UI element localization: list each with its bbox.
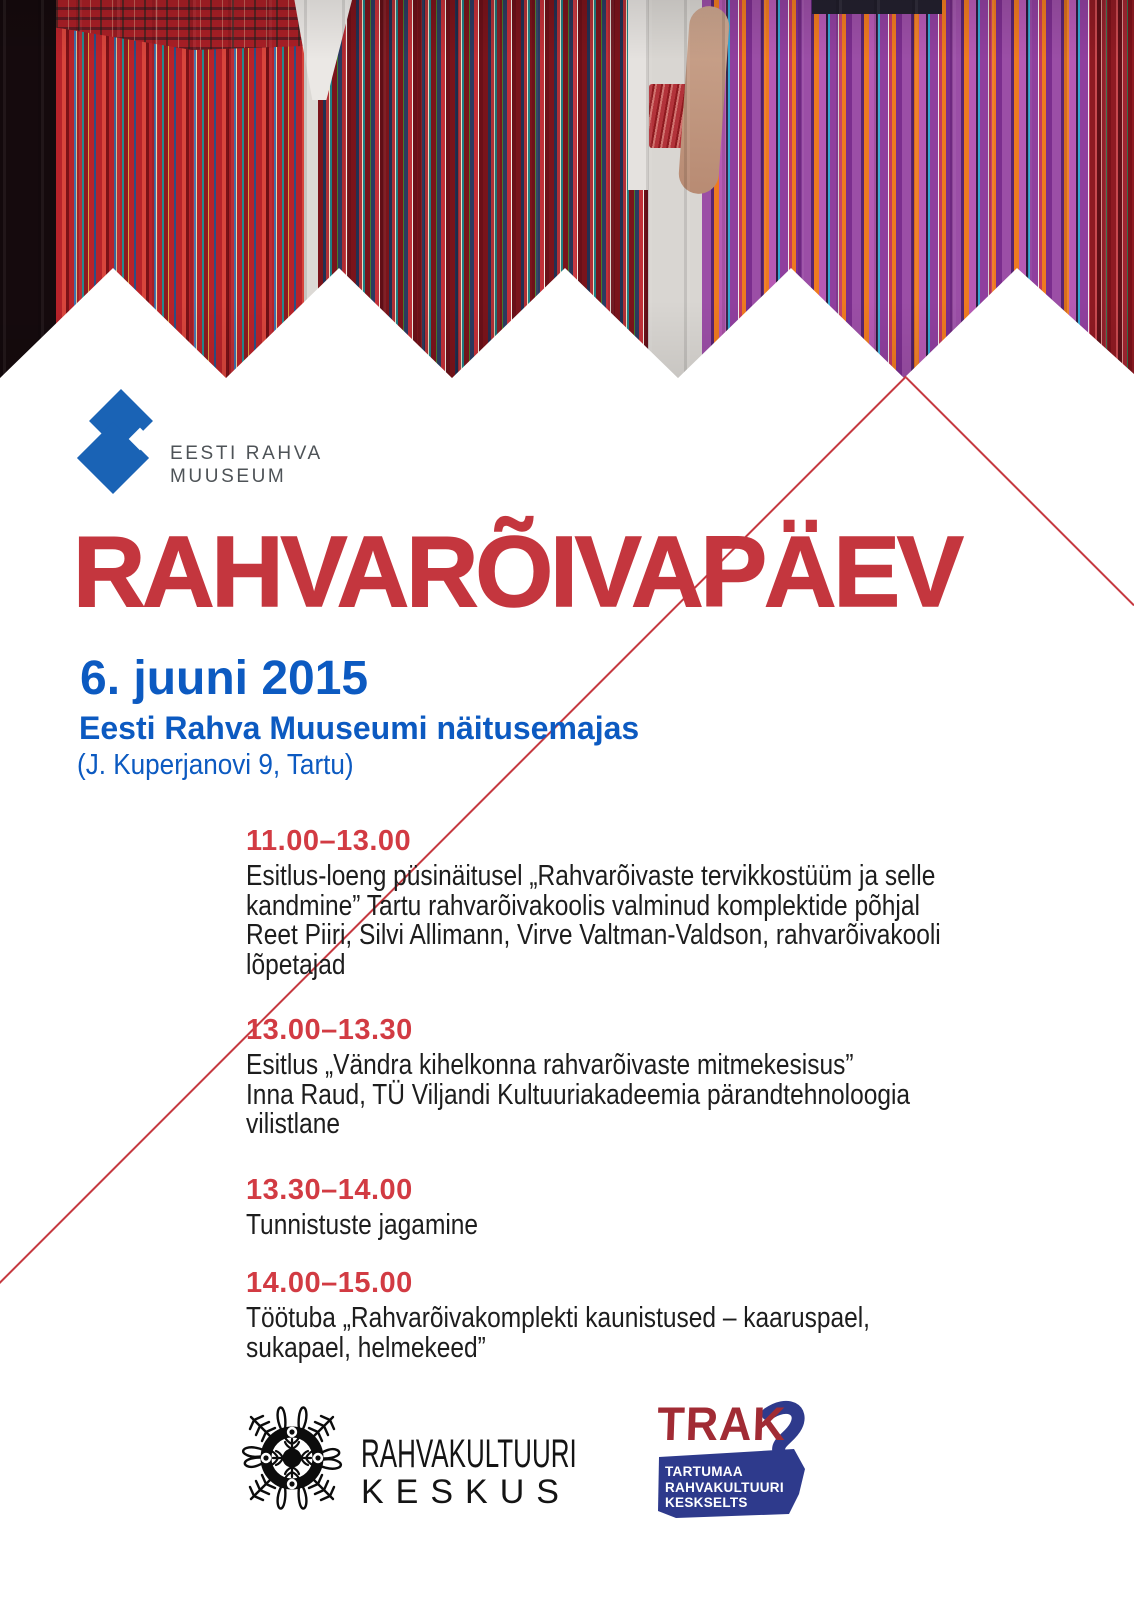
hero-photo <box>0 0 1134 380</box>
schedule-time: 13.00–13.30 <box>246 1014 413 1046</box>
event-address: (J. Kuperjanovi 9, Tartu) <box>77 749 354 781</box>
erm-wordmark-line1: EESTI RAHVA <box>170 443 323 464</box>
schedule-description <box>246 1211 1020 1241</box>
schedule-line: Esitlus-loeng püsinäitusel „Rahvarõivaste tervikkostüüm ja selle <box>246 860 936 892</box>
schedule-item <box>246 1016 1134 1140</box>
event-venue: Eesti Rahva Muuseumi näitusemajas <box>79 710 640 746</box>
schedule-line: kandmine” Tartu rahvarõivakoolis valminud komplektide põhjal <box>246 889 920 922</box>
traks-subtitle-line2: RAHVAKULTUURI <box>665 1479 784 1495</box>
schedule-item <box>246 1176 1134 1241</box>
traks-subtitle-line1: TARTUMAA <box>665 1464 743 1479</box>
schedule-line: sukapael, helmekeed” <box>246 1331 486 1364</box>
erm-logo-icon <box>71 387 163 497</box>
schedule-item <box>246 827 1134 980</box>
schedule-time: 11.00–13.00 <box>246 825 412 857</box>
schedule-time: 14.00–15.00 <box>246 1267 413 1299</box>
traks-subtitle <box>665 1464 784 1511</box>
schedule-description <box>246 1051 1020 1140</box>
schedule-line: vilistlane <box>246 1108 340 1140</box>
traks-subtitle-line3: KESKSELTS <box>665 1495 748 1510</box>
schedule-line: lõpetajad <box>246 948 346 981</box>
schedule-time: 13.30–14.00 <box>246 1174 413 1206</box>
schedule-line: Töötuba „Rahvarõivakomplekti kaunistused – kaaruspael, <box>246 1302 870 1334</box>
schedule-line: Esitlus „Vändra kihelkonna rahvarõivaste mitmekesisus” <box>246 1049 854 1081</box>
erm-wordmark <box>170 443 323 488</box>
event-date: 6. juuni 2015 <box>80 652 369 705</box>
pleat-shading-overlay <box>0 0 1134 380</box>
schedule-line: Reet Piiri, Silvi Allimann, Virve Valtman-Valdson, rahvarõivakooli <box>246 919 941 951</box>
page-title: RAHVARÕIVAPÄEV <box>73 516 961 628</box>
rahvakultuuri-wordmark-line2: KESKUS <box>361 1473 571 1511</box>
traks-logo <box>648 1398 818 1523</box>
schedule-item <box>246 1269 1134 1363</box>
erm-wordmark-line2: MUUSEUM <box>170 465 287 487</box>
rahvakultuuri-wordmark-line1: RAHVAKULTUURI <box>361 1432 577 1476</box>
schedule-line: Tunnistuste jagamine <box>246 1209 479 1241</box>
traks-wordmark: TRAK <box>656 1396 788 1451</box>
schedule-description <box>246 1304 1020 1363</box>
schedule-description <box>246 862 1020 980</box>
schedule-line: Inna Raud, TÜ Viljandi Kultuuriakadeemia pärandtehnoloogia <box>246 1078 911 1111</box>
rahvakultuuri-emblem-icon <box>240 1406 344 1510</box>
